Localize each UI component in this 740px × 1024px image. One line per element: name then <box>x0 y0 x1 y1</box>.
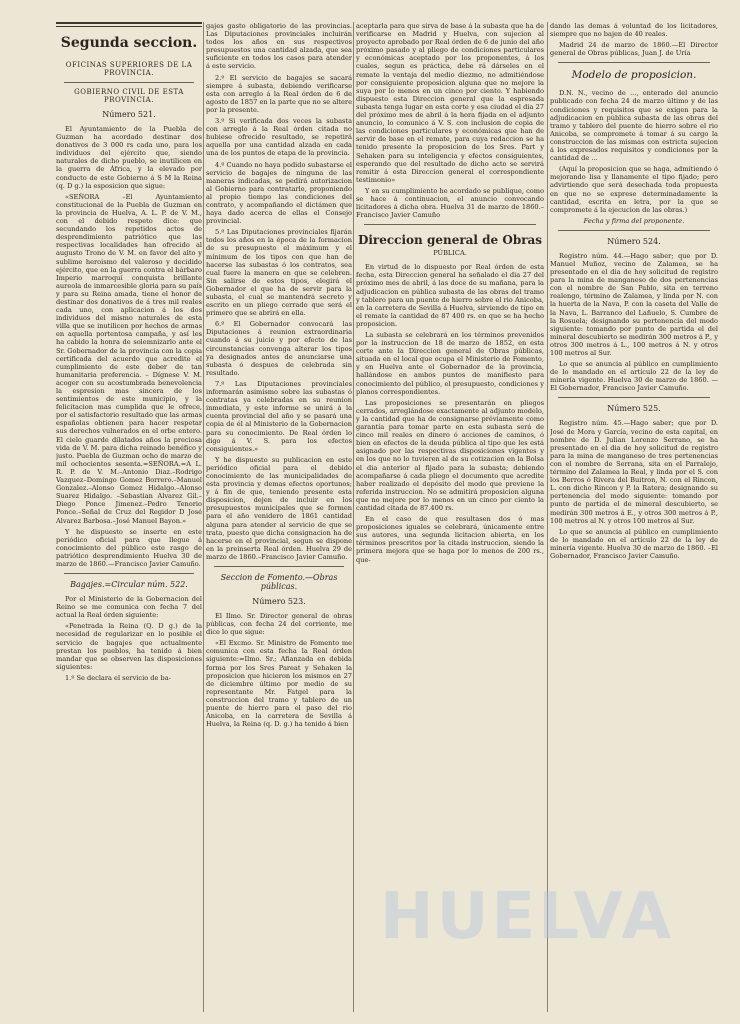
column-3 <box>356 22 544 1012</box>
paragraph: Lo que se anuncia al público en cumplimiento de lo mandado en el artículo 22 de la ley de minería vigente. Huelva 30 de marzo de 1860. –El Gobernador, Francisco Javier Camuño. <box>550 527 718 560</box>
divider <box>64 82 194 83</box>
paragraph: Por el Ministerio de la Gobernacion del Reino se me comunica con fecha 7 del actual la Real órden siguiente: <box>56 595 202 620</box>
column-rule <box>203 22 204 1012</box>
paragraph: Registro núm. 44.—Hago saber; que por D. Manuel Muñoz, vecino de Zalamea, se ha presentado en el dia de hoy solicitud de registro para la mina de manganeso de dos pertenencias con el nombre de San Pablo, sita en terreno realengo, término de Zalamea, y linda por N. con la huerta de la Nava, P. con la caseta del Valle de la Nava, L. Barranco del Lañuelo, S. Cumbre de la Rosuela; designando su pertenencia del modo siguiente: tomando por punto de partida el del mineral descubierto se medirán 300 metros á P., y otros 300 metros á L., 100 metros á N. y otros 100 metros al Sur. <box>550 251 718 357</box>
paragraph: «SEÑORA –El Ayuntamiento constitucional de la Puebla de Guzman en la provincia de Huelva, A. L. P. de V. M., con el debido respeto dice: que secundando los repetidos actos de desprendimiento patriótico que las respectivas localidades han ofrecido al augusto Trono de V. M. en favor del alto y sublime heroismo del valeroso y decidido ejército, que en la guerra contra el bárbaro Imperio marroquí conquista brillante aureola de inmarcesible gloria para su país y para su Reina amada, tiene el honor de destinar dos donativos de á tres mil reales cada uno, con aplicacion á los dos individuos del mismo naturales de esta villa que se inutilicen por hechos de armas en aquella portentosa campaña, y así les ha cabido la honra de solemnizarlo ante el Sr. Gobernador de la provincia con la copia certificada del acuerdo que acredite el cumplimiento de este deber de tan humanitaria preferencia. – Dígnese V. M. acoger con su acostumbrada benevolencia la espresion mas sincera de los sentimientos de este municipio, y la felicitacion mas cumplida que le ofrece, por el satisfactorio resultado que las armas españolas obtienen para hacer respetar sus derechos vulnerados en el orbe entero. El cielo guarde dilatados años la preciosa vida de V. M. para dicha reinado benéfico y justo. Puebla de Guzman ocho de marzo de mil ochocientos sesenta.=SEÑORA.=A L. R. P. de V. M.–Antonio Diaz.–Rodrigo Vazquez–Domingo Gomez Borrero.–Manuel Gonzalez.–Alonso Gomez Hidalgo.–Alonso Suarez Hidalgo. –Sebastian Alvarez Gil.–Diego Ponce Jimenez.–Pedro Tenorio Ponce.–Señal de Cruz del Regidor D José Alvarez Barbosa.–José Manuel Bayon.» <box>56 192 202 525</box>
paragraph: Madrid 24 de marzo de 1860.—El Director general de Obras públicas, Juan J. de Uría <box>550 41 718 58</box>
offices-heading: OFICINAS SUPERIORES DE LA PROVINCIA. <box>65 61 193 77</box>
notice-number: Número 525. <box>607 404 661 414</box>
paragraph: Y en su cumplimiento he acordado se publique, como se hace á continuacion, el anuncio convocando licitadores á dicha obra. Huelva 31 de marzo de 1860.–Francisco Javier Camuño <box>356 186 544 220</box>
column-1 <box>56 22 202 1012</box>
paragraph: Las proposiciones se presentarán en pliegos cerrados, arreglándose exactamente al adjunto modelo, y la cantidad que ha de consignarse préviamente como garantía para tomar parte en esta subasta será de cinco mil reales en dinero ó acciones de caminos, ó bien en efectos de la deuda pública al tipo que les está asignado por las respectivas disposiciones vigentes y en los que no lo tuvieren al de su cotizacion en la Bolsa el dia anterior al fijado para la subasta; debiendo acompañarse á cada pliego el documento que acredite haber realizado el depósito del modo que previene la referida instruccion. No se admitirá proposicion alguna que no mejore por lo menos en un cinco por ciento la cantidad citada de 87.400 rs. <box>356 398 544 512</box>
paragraph: Y he dispuesto se inserte en este periódico oficial para que llegue á conocimiento del público este rasgo de patriótico desprendimiento Huelva 30 de marzo de 1860.—Francisco Javier Camuño. <box>56 527 202 568</box>
divider <box>558 62 710 63</box>
divider <box>364 224 536 225</box>
signature-line: Fecha y firma del proponente. <box>583 216 685 225</box>
paragraph: 2.º El servicio de bagajes se sacará siempre á subasta, debiendo verificarse esta con arreglo á la Real órden de 6 de agosto de 1857 en la parte que no se altere por la presente. <box>206 73 352 114</box>
paragraph: En virtud de lo dispuesto por Real órden de esta fecha, esta Direccion general ha señalado el dia 27 del próximo mes de abril, á las doce de su mañana, para la adjudicacion en pública subasta de las obras del tramo y tablero para un puente de hierro sobre el rio Anicoba, en la carretera de Sevilla á Huelva, sirviendo de tipo en el remate la cantidad de 87 400 rs. en que se ha hecho proposicion. <box>356 263 544 328</box>
column-2 <box>206 22 352 1012</box>
direction-title: Direccion general de Obras <box>357 233 543 248</box>
paragraph: 4.º Cuando no haya podido subastarse el servicio de bagajes de ninguna de las maneras indicadas, se pedirá autorizacion al Gobierno para contratarlo, proponiendo al propio tiempo las condiciones del contrato, y acompañando el dictámen que haya dado acerca de ellas el Consejo provincial. <box>206 160 352 226</box>
divider <box>558 397 710 398</box>
bagajes-title: Bagajes.=Circular núm. 522. <box>70 580 188 590</box>
paragraph: Registro núm. 45.—Hago saber; que por D. José de Mora y García, vecino de esta capital, en nombre de D. Julian Lorenzo Serrano, se ha presentado en el dia de hoy solicitud de registro para la mina de manganeso de tres pertenencias con el nombre de Serrana, sita en el Parralejo, término del Zalamea la Real, y linda por el S. con los Berros ó Rivera del Buitron, N. con el Rincon, L. con dicho Rincon y P. la Ratera; designando su pertenencia del modo siguiente: tomando por punto de partida el de mineral descubierto, se medirán 300 metros á E., y otros 300 metros á P., 100 metros al N. y otros 100 metros al Sur. <box>550 419 718 525</box>
divider <box>214 566 344 567</box>
paragraph: 3.º Si verificada dos veces la subasta con arreglo á la Real órden citada no hubiese ofrecido resultado, se repetirá aquella por una cantidad alzada en cada una de los puntos de etapa de la provincia. <box>206 117 352 158</box>
paragraph: aceptarla para que sirva de base á la subasta que ha de verificarse en Madrid y Huelva, con sujecion al proyecto aprobado por Real órden de 6 de junio del año próximo pasado y al pliego de condiciones particulares y económicas aceptado por los proponentes, á los cuales, segun es práctica, debe rá dárseles en el remate la ventaja del medio diezmo, no admitiéndose por consiguiente proposicion alguna que no mejore la suya por lo menos en un cinco por ciento. Y habiendo dispuesto esta Direccion general que la espresada subasta tenga lugar en esta corte y esa ciudad el dia 27 del próximo mes de abril á la hora fijada en el adjunto anuncio, lo comunico á V. S. con inclusion de copia de las condiciones particulares y económicas que han de servir de base en el remate, para cuya redaccion se ha tenido presente la proposicion de los Sres. Part y Sehaken para su inteligencia y efectos consiguientes, esperando que del resultado de dicho acto se servirá remitir á esta Direccion general el correspondiente testimonio» <box>356 22 544 184</box>
divider <box>558 230 710 231</box>
paragraph: 7.º Las Diputaciones provinciales informarán asimismo sobre las subastas ó contratas ya celebradas en su reunion inmediata, y este informe se unirá á la cuenta provincial del año y se pasará una copia de él al Ministerio de la Gobernacion para su conocimiento. De Real órden lo digo á V. S. para los efectos consiguientes.» <box>206 379 352 453</box>
column-rule <box>353 22 354 1012</box>
notice-number: Número 524. <box>607 236 661 246</box>
column-4 <box>550 22 718 1012</box>
library-watermark: HUELVA <box>380 880 674 954</box>
section-title: Segunda seccion. <box>60 35 198 51</box>
paragraph: gajes gasto obligatorio de las provincias. Las Diputaciones provinciales incluirán todos los años en sus respectivos presupuestos una cantidad alzada, que sea suficiente en todos los casos para atender á este servicio. <box>206 22 352 71</box>
modelo-title: Modelo de proposicion. <box>571 69 697 82</box>
notice-number: Número 523. <box>252 597 306 606</box>
notice-number: Número 521. <box>102 110 156 119</box>
paragraph: El Ilmo. Sr. Director general de obras públicas, con fecha 24 del corriente, me dice lo que sigue: <box>206 612 352 637</box>
paragraph: (Aquí la proposicion que se haga, admitiendo ó mejorando lisa y llanamente el tipo fijado; pero advirtiendo que será desechada toda propuesta en que no se exprese determinadamente la cantidad, escrita en letra, por la que se compromete á la ejecucion de las obras.) <box>550 165 718 214</box>
paragraph: El Ayuntamiento de la Puebla de Guzman ha acordado destinar dos donativos de 3 000 rs cada uno, para los individuos del ejército que, siendo naturales de dicho pueblo, se inutilicen en la guerra de África, y la elevado por conducto de este Gobierno á S M la Reina (q. D g.) la esposicion que sigue: <box>56 125 202 190</box>
divider <box>64 573 194 574</box>
paragraph: Y he dispuesto su publicacion en este periódico oficial para el debido conocimiento de las municipalidades de esta provincia y demas efectos oportunos; y á fin de que, teniendo presente esta disposicion, dejen de incluir en los presupuestos municipales que se formen para el año venidero de 1861 cantidad alguna para atender al servicio de que se trata, puesto que dicha consignacion ha de hacerse en el provincial, segun se dispone en la preinserta Real órden. Huelva 29 de marzo de 1860.–Francisco Javier Camuño. <box>206 455 352 561</box>
paragraph: En el caso de que resultasen dos ó mas proposiciones iguales se celebrará, únicamente entre sus autores, una segunda licitacion abierta, en los términos prescritos por la citada instruccion, siendo la primera mejora que se haga por lo menos de 200 rs., que- <box>356 515 544 564</box>
direction-subtitle: PÚBLICA. <box>433 249 467 258</box>
divider <box>56 26 202 27</box>
paragraph: La subasta se celebrará en los términos prevenidos por la instruccion de 18 de marzo de 1852, en esta corte ante la Direccion general de Obras públicas, situada en el local que ocupa el Ministerio de Fomento, y en Huelva ante el Gobernador de la provincia, hallándose en ambos puntos de manifiesto para conocimiento del público, el presupuesto, condiciones y planos correspondientes. <box>356 331 544 396</box>
paragraph: «El Excmo. Sr. Ministro de Fomento me comunica con esta fecha la Real órden siguiente:=Ilmo. Sr.; Afianzada en debida forma por los Sres Pareat y Sehaken la proposicion que hicieron los mismos en 27 de diciembre último por medio de su representante Mr. Fatgel para la construccion del tramo y tablero de un puente de hierro para el paso del rio Anicoba, en la carretera de Sevilla á Huelva, la Reina (q. D. g.) ha tenido á bien <box>206 639 352 729</box>
divider <box>56 22 202 24</box>
paragraph: «Penetrada la Reina (Q. D g.) de la necesidad de regularizar en lo posible el servicio de bagajes que actualmente prestan los pueblos, ha tenido á bien mandar que se observen las disposiciones siguientes: <box>56 622 202 671</box>
paragraph: Lo que se anuncia al público en cumplimiento de lo mandado en el artículo 22 de la ley de minería vigente. Huelva 30 de marzo de 1860. —El Gobernador, Francisco Javier Camuño. <box>550 360 718 393</box>
paragraph: 1.º Se declara el servicio de ba- <box>65 673 171 682</box>
column-rule <box>547 22 548 1012</box>
paragraph: 6.º El Gobernador convocará las Diputaciones á reunion extraordinaria cuando á su juicio y por efecto de las circunstancias convenga alterar los tipos ya designados antes de anunciarse una subasta ó despues de celebrada sin resultado. <box>206 320 352 377</box>
fomento-title: Seccion de Fomento.—Obras públicas. <box>220 573 338 591</box>
gov-heading: GOBIERNO CIVIL DE ESTA PROVINCIA. <box>74 88 184 104</box>
paragraph: D.N. N., vecino de ..., enterado del anuncio publicado con fecha 24 de marzo último y de las condiciones y requisitos que se exigen para la adjudicacion en pública subasta de las obras del tramo y tablero del puente de hierro sobre el rio Anicoba, se compromete á tomar á su cargo la construccion de las mismas con estricta sujecion á los expresados requisitos y condiciones por la cantidad de ... <box>550 89 718 163</box>
paragraph: 5.º Las Diputaciones provinciales fijarán todos los años en la época de la formacion de su presupuesto el máximum y el mínimum de los tipos con que han de hacerse las subastas ó los contratos, sea cual fuere la manera en que se celebren. Sin salirse de estos tipos, elegirá el Gobernador el que ha de servir para la subasta, el cual se mantendrá secreto y escrito en un pliego cerrado que será el primero que se abrirá en ella. <box>206 228 352 318</box>
paragraph: dando las demas á voluntad de los licitadores, siempre que no bajen de 40 reales. <box>550 22 718 39</box>
